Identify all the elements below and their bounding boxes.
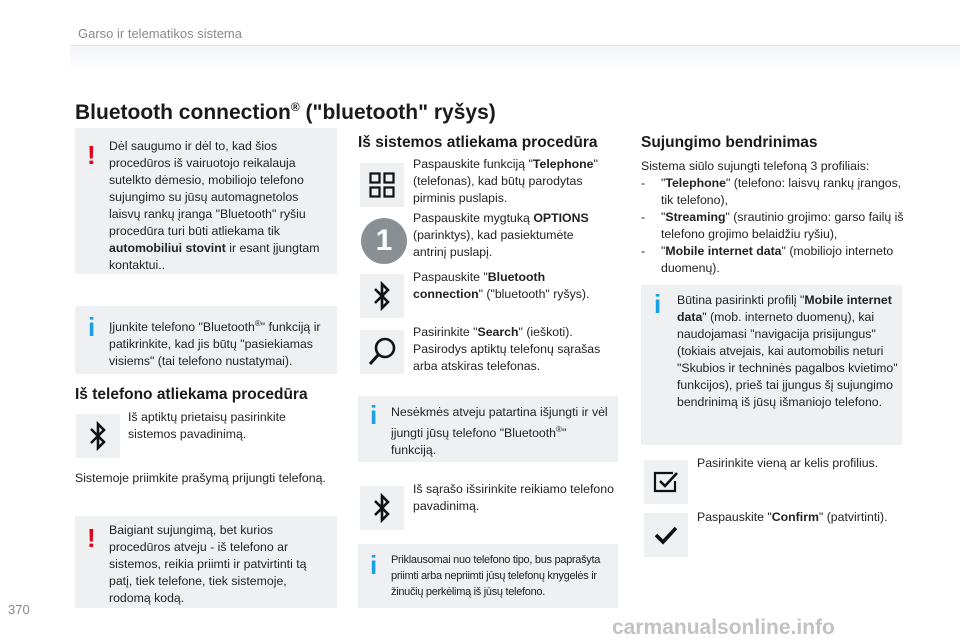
select-checkbox-icon bbox=[653, 470, 679, 494]
phone-step-accept: Sistemoje priimkite prašymą prijungti telefoną. bbox=[75, 471, 326, 485]
bluetooth-icon bbox=[371, 492, 393, 524]
sharing-title: Sujungimo bendrinimas bbox=[641, 134, 818, 151]
info-text: Nesėkmės atveju patartina išjungti ir vėl įjungti jūsų telefono "Bluetooth®" funkciją. bbox=[391, 405, 608, 458]
info-text: Įjunkite telefono "Bluetooth®" funkciją ir patikrinkite, kad jis būtų "pasiekiamas visiems" (tai telefono nustatymai). bbox=[109, 319, 321, 369]
profile-item-mobile-data: - "Mobile internet data" (mobiliojo interneto duomenų). bbox=[641, 244, 894, 275]
info-box-retry bbox=[358, 396, 618, 462]
profile-item-streaming: - "Streaming" (srautinio grojimo: garso failų iš telefono grojimo belaidžiu ryšiu), bbox=[641, 210, 904, 241]
bluetooth-icon-box bbox=[360, 274, 404, 318]
info-box-phonebook bbox=[358, 544, 618, 608]
confirm-icon-box bbox=[644, 513, 688, 557]
info-icon: i bbox=[370, 550, 378, 580]
system-step-search: Pasirinkite "Search" (ieškoti). Pasirodys aptiktų telefonų sąrašas arba atskiras telefonas. bbox=[413, 325, 601, 373]
warning-text: Dėl saugumo ir dėl to, kad šios procedūros iš vairuotojo reikalauja sutelkto dėmesio, mobiliojo telefono sujungimo su jūsų automagnetolos laisvų rankų įranga "Bluetooth" ryšiu procedūra turi būti atliekama tik automobiliui stovint ir esant įjungtam kontaktui.. bbox=[109, 139, 320, 272]
header-band bbox=[70, 46, 960, 72]
search-icon-box bbox=[360, 330, 404, 374]
info-box-mobile-data bbox=[641, 285, 902, 445]
warning-text: Baigiant sujungimą, bet kurios procedūros atveju - iš telefono ar sistemos, reikia priimti ir patvirtinti tą patį, tiek telefone, tiek sistemoje, rodomą kodą. bbox=[109, 523, 307, 605]
grid-icon-box bbox=[360, 163, 404, 207]
info-icon: i bbox=[654, 289, 662, 319]
checkmark-icon bbox=[654, 525, 678, 545]
info-text: Priklausomai nuo telefono tipo, bus paprašyta priimti arba nepriimti jūsų telefonų knygelės ir žinučių perkėlimą iš jūsų telefono. bbox=[391, 554, 601, 598]
sharing-step-select: Pasirinkite vieną ar kelis profilius. bbox=[697, 456, 879, 470]
info-text: Būtina pasirinkti profilį "Mobile internet data" (mob. interneto duomenų), kai naudojamasi "navigacija prisijungus" (tokiais atvejais, kai automobilis neturi "Skubios ir techninės pagalbos kvietimo" funkcijos), prieš tai įjungus šį sujungimo bendrinimą iš jūsų išmaniojo telefono. bbox=[677, 293, 898, 409]
system-procedure-title: Iš sistemos atliekama procedūra bbox=[358, 134, 598, 151]
bluetooth-icon bbox=[371, 280, 393, 312]
info-box-enable-bluetooth bbox=[75, 306, 337, 374]
checklist-icon-box bbox=[644, 460, 688, 504]
bluetooth-icon bbox=[87, 420, 109, 452]
bluetooth-icon-box bbox=[76, 414, 120, 458]
profile-item-telephone: - "Telephone" (telefono: laisvų rankų įrangos, tik telefono), bbox=[641, 176, 902, 207]
telephone-grid-icon bbox=[369, 172, 395, 198]
watermark: carmanualsonline.info bbox=[612, 616, 835, 639]
system-step-options: Paspauskite mygtuką OPTIONS (parinktys), kad pasiektumėte antrinį puslapį. bbox=[413, 211, 589, 259]
phone-step-select-system: Iš aptiktų prietaisų pasirinkite sistemos pavadinimą. bbox=[128, 410, 286, 441]
warning-icon: ! bbox=[87, 140, 96, 170]
warning-box-safety bbox=[75, 128, 337, 274]
warning-icon: ! bbox=[87, 523, 96, 553]
running-header: Garso ir telematikos sistema bbox=[78, 26, 242, 41]
sharing-step-confirm: Paspauskite "Confirm" (patvirtinti). bbox=[697, 510, 888, 524]
system-step-telephone: Paspauskite funkciją "Telephone" (telefonas), kad būtų parodytas pirminis puslapis. bbox=[413, 157, 598, 205]
warning-box-code bbox=[75, 516, 337, 608]
profile-list bbox=[641, 175, 906, 277]
step-number-badge: 1 bbox=[361, 218, 407, 264]
search-icon bbox=[366, 336, 398, 368]
system-step-bluetooth-connection: Paspauskite "Bluetooth connection" ("bluetooth" ryšys). bbox=[413, 270, 590, 301]
info-icon: i bbox=[88, 312, 96, 342]
page-number: 370 bbox=[8, 602, 30, 617]
info-icon: i bbox=[370, 400, 378, 430]
phone-procedure-title: Iš telefono atliekama procedūra bbox=[75, 386, 308, 403]
sharing-intro: Sistema siūlo sujungti telefoną 3 profiliais: bbox=[641, 159, 870, 173]
system-step-select-phone: Iš sąrašo išsirinkite reikiamo telefono pavadinimą. bbox=[413, 482, 614, 513]
page-title: Bluetooth connection® ("bluetooth" ryšys) bbox=[75, 100, 496, 124]
bluetooth-icon-box bbox=[360, 486, 404, 530]
